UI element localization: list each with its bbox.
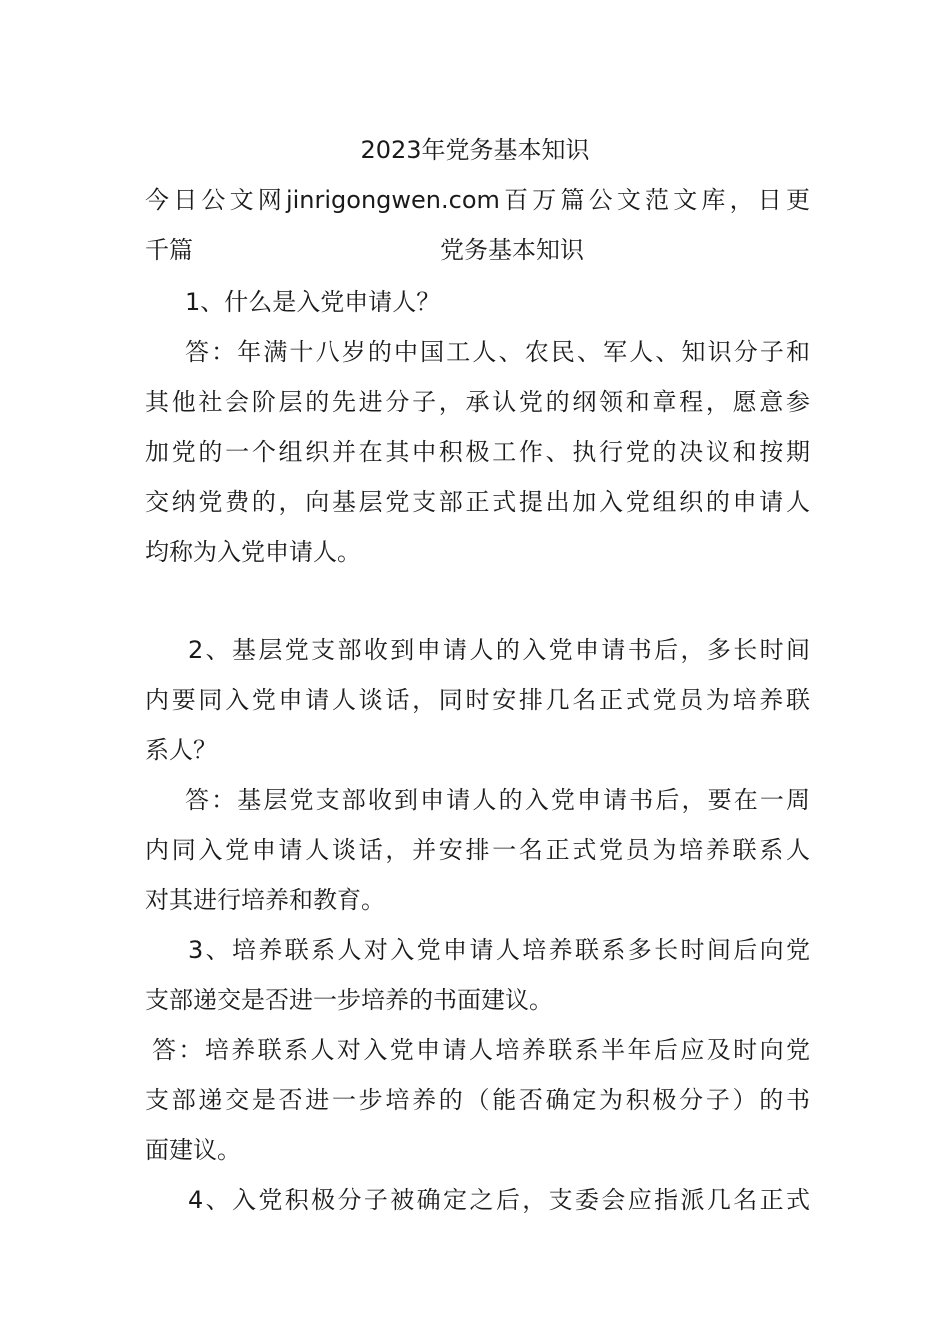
- answer-1-line: 交纳党费的，向基层党支部正式提出加入党组织的申请人: [145, 488, 810, 516]
- banner-line-1: 今日公文网jinrigongwen.com百万篇公文范文库，日更: [145, 186, 810, 214]
- answer-1-line: 答：年满十八岁的中国工人、农民、军人、知识分子和: [185, 338, 810, 366]
- question-4: 4、入党积极分子被确定之后，支委会应指派几名正式: [188, 1186, 810, 1214]
- banner-line-2: [145, 234, 810, 266]
- question-2-line: 内要同入党申请人谈话，同时安排几名正式党员为培养联: [145, 686, 810, 714]
- answer-2-line: 答：基层党支部收到申请人的入党申请书后，要在一周: [185, 786, 810, 814]
- answer-3-line: 支部递交是否进一步培养的（能否确定为积极分子）的书: [145, 1086, 810, 1114]
- answer-1-line: 加党的一个组织并在其中积极工作、执行党的决议和按期: [145, 438, 810, 466]
- answer-3-line: 面建议。: [145, 1136, 241, 1164]
- question-2-line: 系人？: [145, 736, 217, 764]
- question-2-line: 2、基层党支部收到申请人的入党申请书后，多长时间: [188, 636, 810, 664]
- banner-line-2-left: 千篇: [145, 236, 193, 264]
- answer-1-line: 均称为入党申请人。: [145, 538, 361, 566]
- section-subtitle: 党务基本知识: [440, 236, 584, 264]
- document-title: 2023年党务基本知识: [360, 136, 590, 164]
- question-3-line: 3、培养联系人对入党申请人培养联系多长时间后向党: [188, 936, 810, 964]
- answer-1-line: 其他社会阶层的先进分子，承认党的纲领和章程，愿意参: [145, 388, 810, 416]
- answer-2-line: 内同入党申请人谈话，并安排一名正式党员为培养联系人: [145, 836, 810, 864]
- question-1: 1、什么是入党申请人？: [185, 288, 441, 316]
- question-3-line: 支部递交是否进一步培养的书面建议。: [145, 986, 553, 1014]
- answer-2-line: 对其进行培养和教育。: [145, 886, 385, 914]
- answer-3-line: 答：培养联系人对入党申请人培养联系半年后应及时向党: [152, 1036, 810, 1064]
